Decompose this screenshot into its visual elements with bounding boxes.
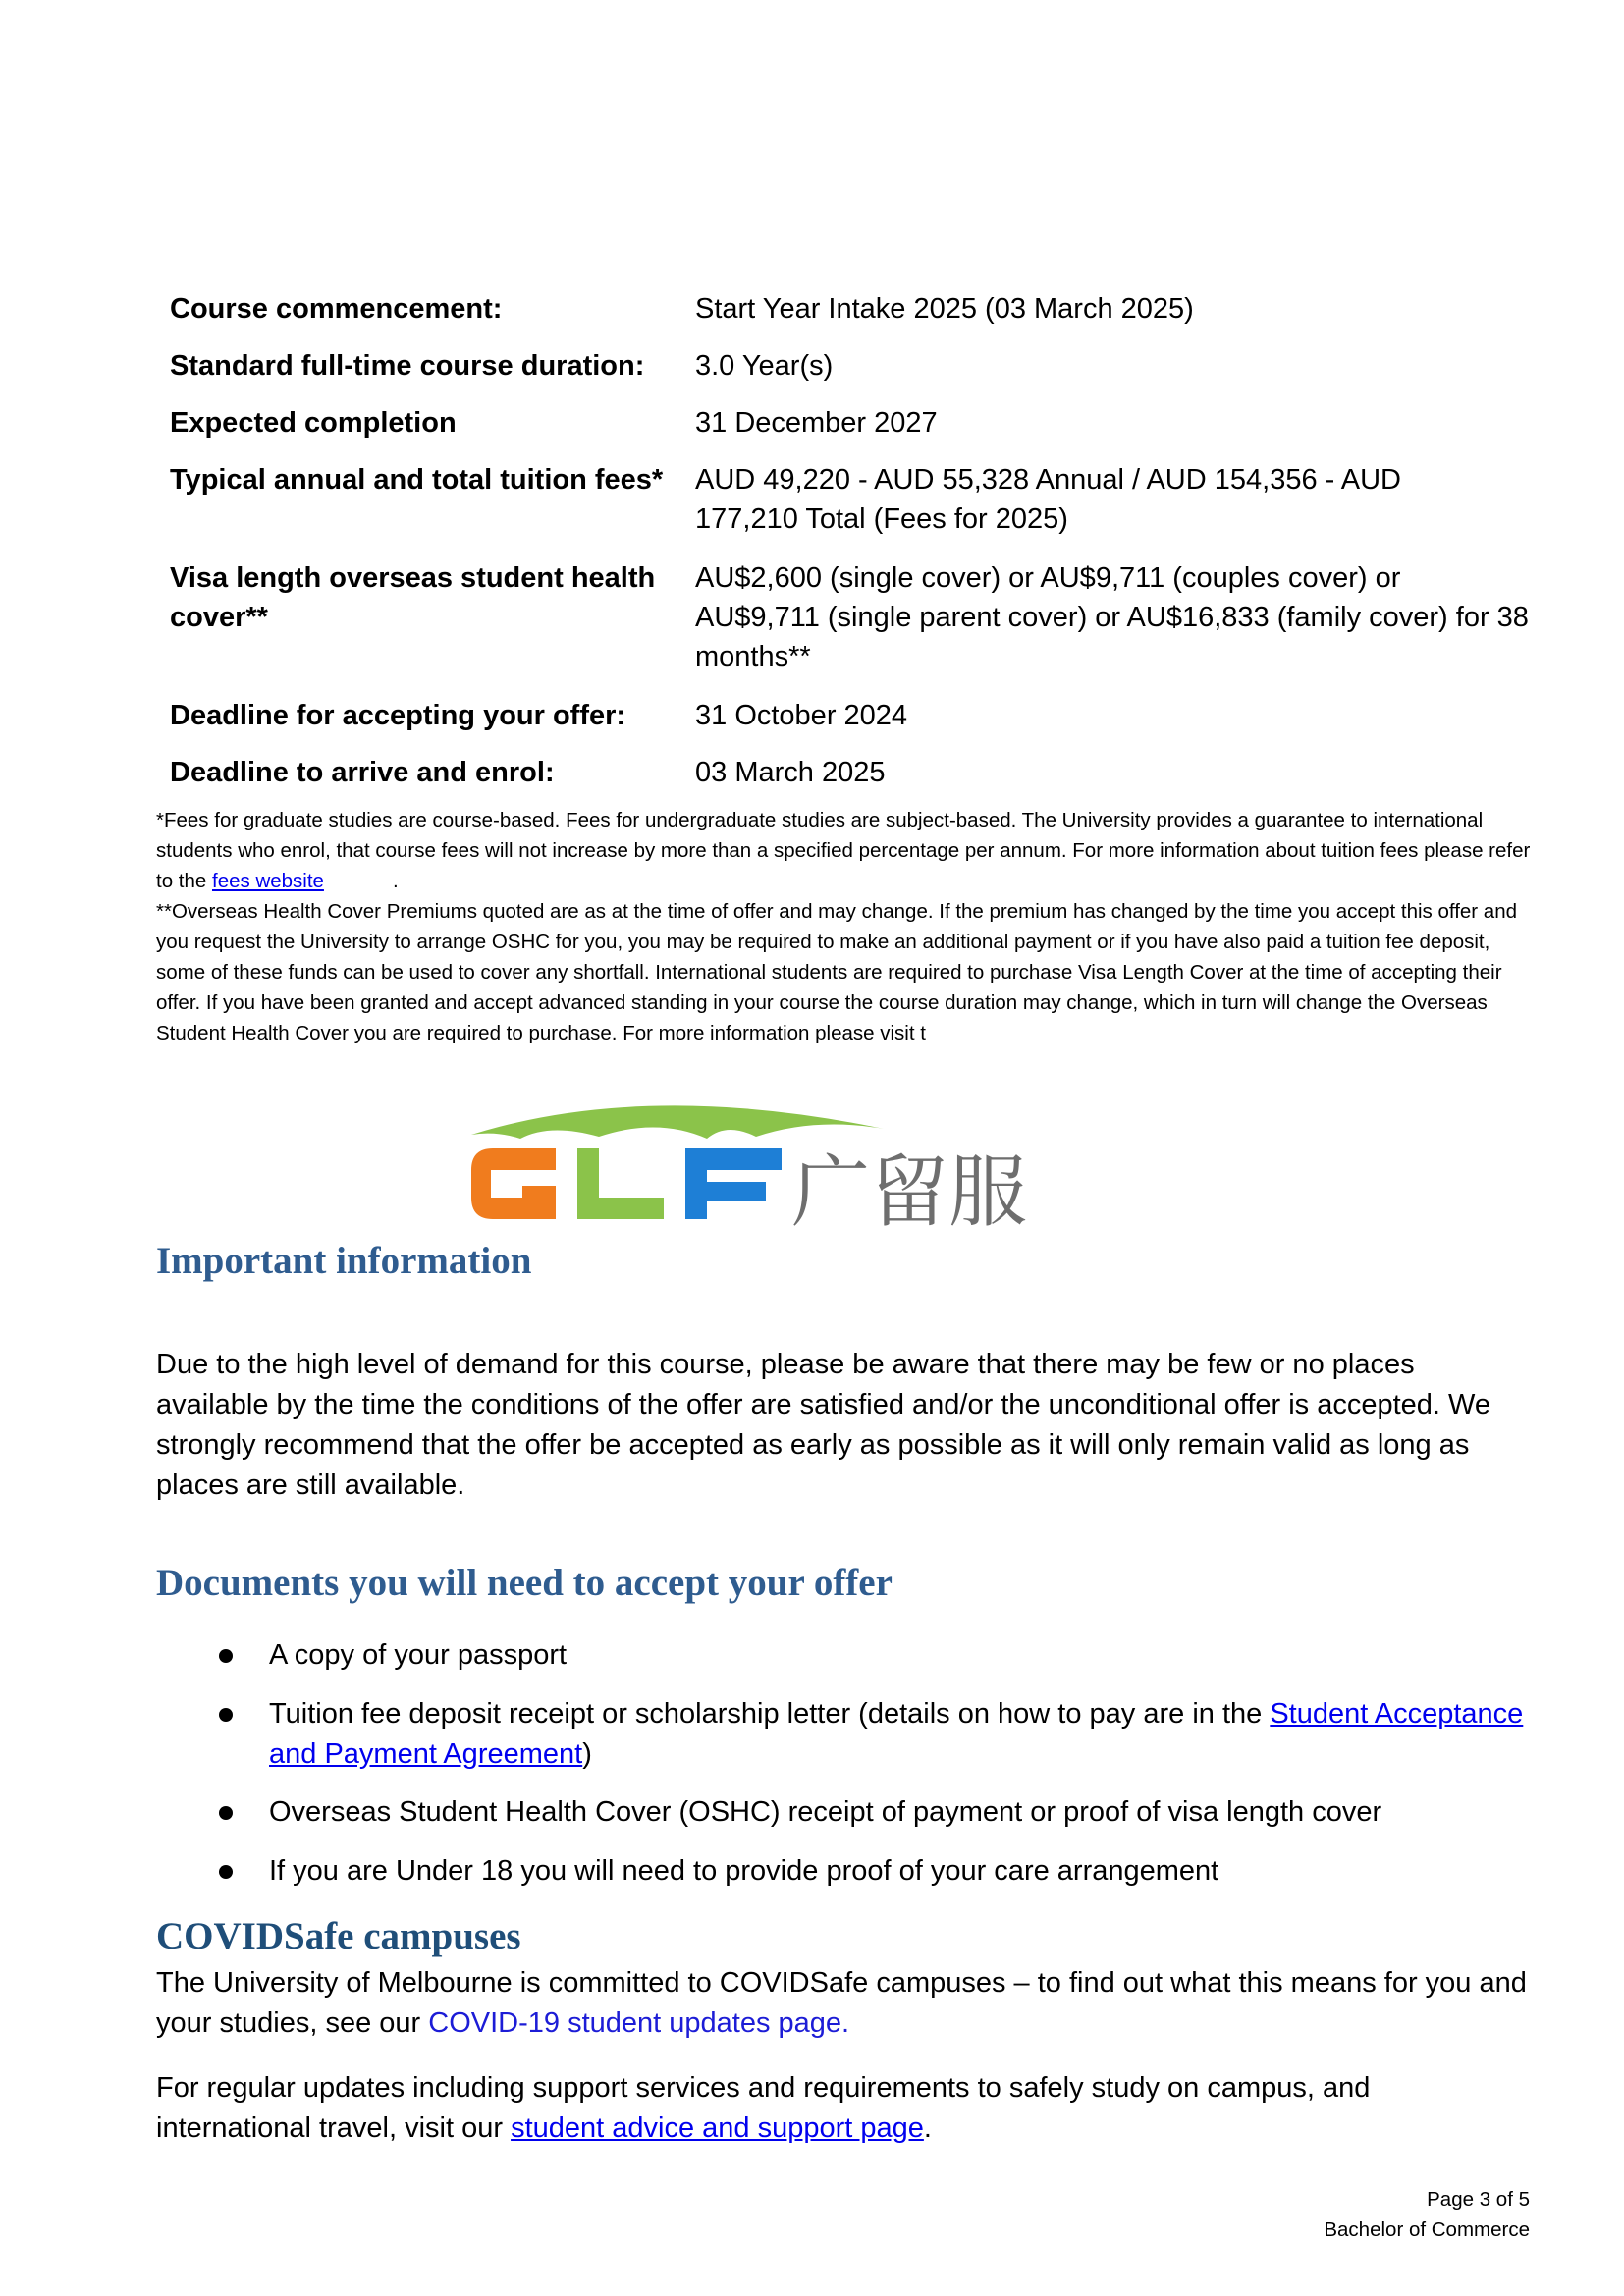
detail-value: AU$2,600 (single cover) or AU$9,711 (couples cover) or AU$9,711 (single parent cover) or AU$16,833 (family cover) for 38 months** [695,562,1529,672]
fees-website-link[interactable]: fees website [212,870,324,892]
covid-text: The University of Melbourne is committed to COVIDSafe campuses – to find out what this means for you and your studies, see our [156,1967,1527,2039]
covid-updates-link[interactable]: COVID-19 student updates page. [428,2007,850,2039]
bullet-icon [219,1806,233,1820]
detail-value: 31 October 2024 [695,700,908,731]
document-item-text: Tuition fee deposit receipt or scholarship letter (details on how to pay are in the [269,1698,1271,1730]
document-item [269,1694,1536,1775]
covid-paragraph-1 [156,1963,1531,2044]
oshc-footnote: **Overseas Health Cover Premiums quoted are as at the time of offer and may change. If the premium has changed by the time you accept this offer and you request the University to arrange OSHC for you, you may be required to make an additional payment or if you have also paid a tuition fee deposit, some of these funds can be used to cover any shortfall. International students are required to purchase Visa Length Cover at the time of accepting their offer. If you have been granted and accept advanced standing in your course the course duration may change, which in turn will change the Overseas Student Health Cover you are required to purchase. For more information please visit t [156,900,1518,1044]
covid-text: For regular updates including support services and requirements to safely study on campus, and international travel, visit our [156,2072,1371,2144]
detail-value: 03 March 2025 [695,757,886,788]
detail-label: Standard full-time course duration: [170,350,645,382]
document-item: If you are Under 18 you will need to provide proof of your care arrangement [269,1855,1219,1887]
bullet-icon [219,1865,233,1879]
important-heading: Important information [156,1240,532,1282]
detail-label: Deadline for accepting your offer: [170,700,626,731]
course-name: Bachelor of Commerce [1324,2218,1530,2241]
detail-value: 31 December 2027 [695,407,938,439]
covid-text-end: . [923,2112,932,2144]
important-text: Due to the high level of demand for this course, please be aware that there may be few or no places available by the time the conditions of the offer are satisfied and/or the unconditional offer is accepted. We strongly recommend that the offer be accepted as early as possible as it will only remain valid as long as places are still available. [156,1349,1491,1501]
student-acceptance-link[interactable]: Student Acceptance and Payment Agreement [269,1698,1524,1770]
detail-label: Typical annual and total tuition fees* [170,464,664,496]
detail-label: Expected completion [170,407,457,439]
documents-heading: Documents you will need to accept your offer [156,1562,893,1604]
detail-value: Start Year Intake 2025 (03 March 2025) [695,294,1194,325]
detail-value: AUD 49,220 - AUD 55,328 Annual / AUD 154,356 - AUD 177,210 Total (Fees for 2025) [695,464,1401,535]
glf-watermark-logo [461,1088,1188,1235]
fees-footnote [156,805,1531,896]
fees-footnote-text: *Fees for graduate studies are course-based. Fees for undergraduate studies are subject-based. The University provides a guarantee to international students who enrol, that course fees will not increase by more than a specified percentage per annum. For more information about tuition fees please refer to the [156,809,1531,892]
document-item: A copy of your passport [269,1639,568,1671]
bullet-icon [219,1708,233,1722]
document-item: Overseas Student Health Cover (OSHC) receipt of payment or proof of visa length cover [269,1796,1382,1828]
covid-heading: COVIDSafe campuses [156,1915,521,1957]
fees-footnote-end: . [392,870,399,892]
covid-paragraph-2 [156,2068,1531,2149]
page-number: Page 3 of 5 [1427,2188,1530,2211]
document-item-after: ) [582,1738,592,1770]
detail-label: Course commencement: [170,294,503,325]
bullet-icon [219,1649,233,1663]
glf-logo-icon [461,1088,1188,1235]
student-advice-link[interactable]: student advice and support page [511,2112,924,2144]
svg-text:广留服: 广留服 [791,1147,1027,1235]
detail-label: Deadline to arrive and enrol: [170,757,555,788]
detail-label: Visa length overseas student health cover** [170,562,656,633]
detail-value: 3.0 Year(s) [695,350,834,382]
